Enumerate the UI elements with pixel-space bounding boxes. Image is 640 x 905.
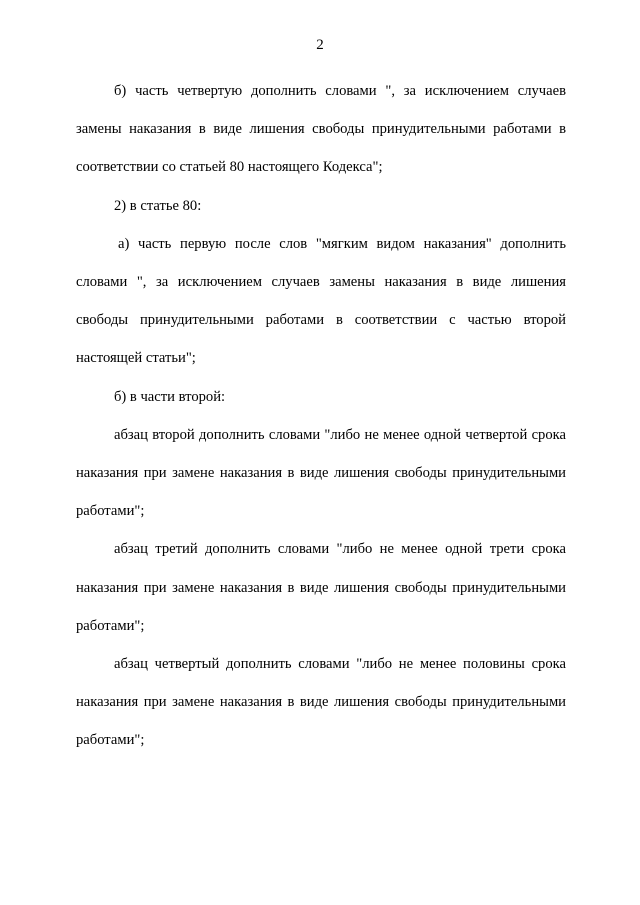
document-body bbox=[76, 72, 566, 760]
paragraph-third-subparagraph: абзац третий дополнить словами "либо не менее одной трети срока наказания при замене наказания в виде лишения свободы принудительными работами"; bbox=[76, 541, 566, 634]
paragraph-article-80-heading: 2) в статье 80: bbox=[114, 197, 202, 214]
paragraph-second-subparagraph: абзац второй дополнить словами "либо не менее одной четвертой срока наказания при замене наказания в виде лишения свободы принудительными работами"; bbox=[76, 426, 566, 520]
paragraph-fourth-subparagraph: абзац четвертый дополнить словами "либо не менее половины срока наказания при замене наказания в виде лишения свободы принудительными работами"; bbox=[76, 656, 566, 749]
paragraph-part-two-heading: б) в части второй: bbox=[114, 388, 226, 405]
paragraph-amend-part-four: б) часть четвертую дополнить словами ", за исключением случаев замены наказания в виде лишения свободы принудительными работами в соответствии со статьей 80 настоящего Кодекса"; bbox=[76, 83, 566, 176]
paragraph-amend-part-one: а) часть первую после слов "мягким видом наказания" дополнить словами ", за исключением случаев замены наказания в виде лишения свободы принудительными работами в соответствии с частью второй настоящей статьи"; bbox=[76, 235, 566, 367]
page-number: 2 bbox=[316, 37, 324, 53]
